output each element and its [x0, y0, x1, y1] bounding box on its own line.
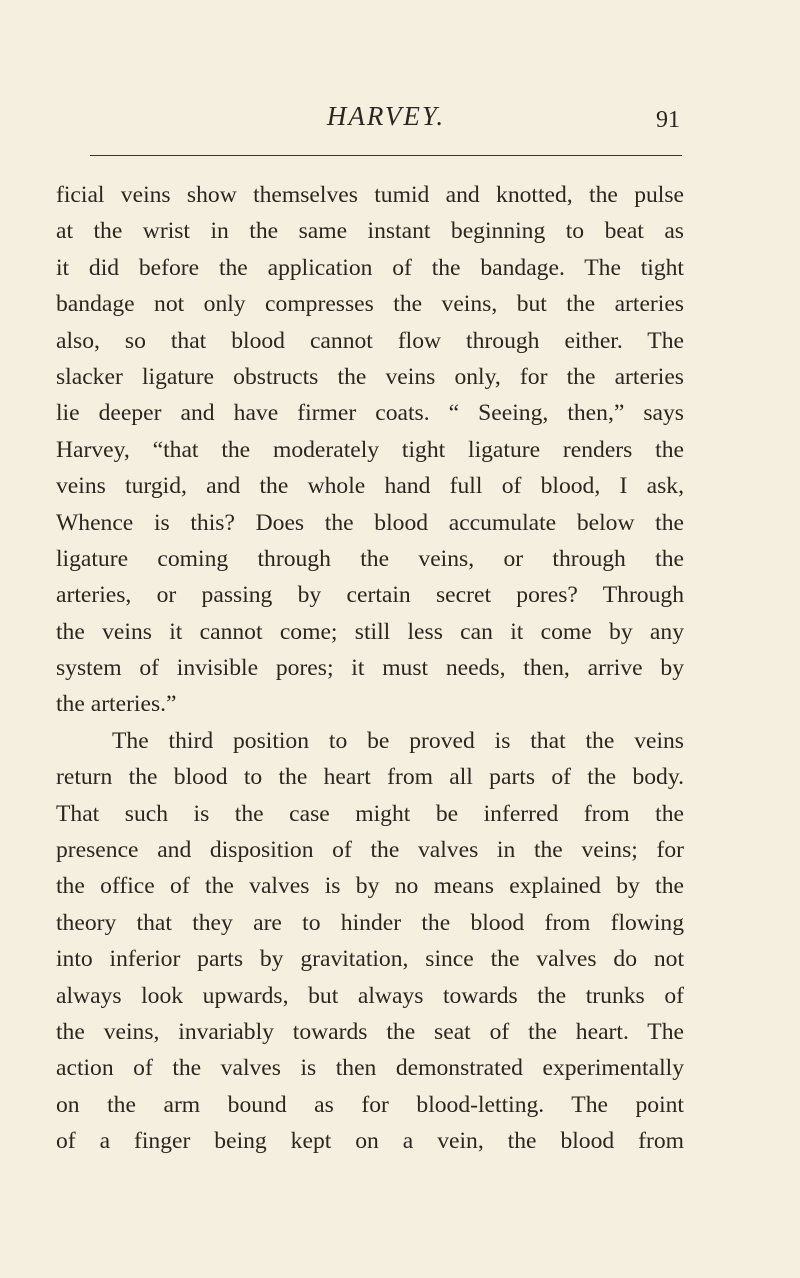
- running-head: [90, 100, 682, 140]
- text-line: it did before the application of the bandage. The tight: [56, 254, 684, 281]
- text-line: presence and disposition of the valves in the veins; for: [56, 837, 684, 864]
- text-line: arteries, or passing by certain secret pores? Through: [56, 582, 684, 609]
- text-line: action of the valves is then demonstrated experimentally: [56, 1055, 684, 1082]
- text-line: the arteries.”: [56, 691, 177, 718]
- running-title: HARVEY.: [326, 101, 446, 131]
- text-line: The third position to be proved is that the veins: [112, 727, 684, 754]
- text-line: the veins, invariably towards the seat of the heart. The: [56, 1018, 684, 1045]
- text-line: slacker ligature obstructs the veins only, for the arteries: [56, 363, 684, 390]
- text-line: Whence is this? Does the blood accumulate below the: [56, 509, 684, 536]
- text-line: bandage not only compresses the veins, but the arteries: [56, 291, 684, 318]
- header-rule: [90, 155, 682, 156]
- text-line: on the arm bound as for blood-letting. The point: [56, 1091, 684, 1118]
- text-line: Harvey, “that the moderately tight ligature renders the: [56, 436, 684, 463]
- text-line: lie deeper and have firmer coats. “ Seeing, then,” says: [56, 400, 684, 427]
- text-line: the veins it cannot come; still less can it come by any: [56, 618, 684, 645]
- page-number: 91: [656, 107, 680, 133]
- text-line: also, so that blood cannot flow through either. The: [56, 327, 684, 354]
- text-line: the office of the valves is by no means explained by the: [56, 873, 684, 900]
- text-line: veins turgid, and the whole hand full of blood, I ask,: [56, 473, 684, 500]
- text-line: return the blood to the heart from all parts of the body.: [56, 764, 684, 791]
- text-line: ficial veins show themselves tumid and knotted, the pulse: [56, 182, 684, 208]
- text-line: ligature coming through the veins, or through the: [56, 545, 684, 572]
- text-line: of a finger being kept on a vein, the blood from: [56, 1128, 684, 1155]
- body-text: [56, 177, 684, 1160]
- text-line: system of invisible pores; it must needs, then, arrive by: [56, 655, 684, 682]
- text-line: at the wrist in the same instant beginning to beat as: [56, 218, 684, 245]
- text-line: into inferior parts by gravitation, since the valves do not: [56, 946, 684, 973]
- text-line: That such is the case might be inferred from the: [56, 800, 684, 827]
- text-line: theory that they are to hinder the blood from flowing: [56, 909, 684, 936]
- text-line: always look upwards, but always towards the trunks of: [56, 982, 684, 1009]
